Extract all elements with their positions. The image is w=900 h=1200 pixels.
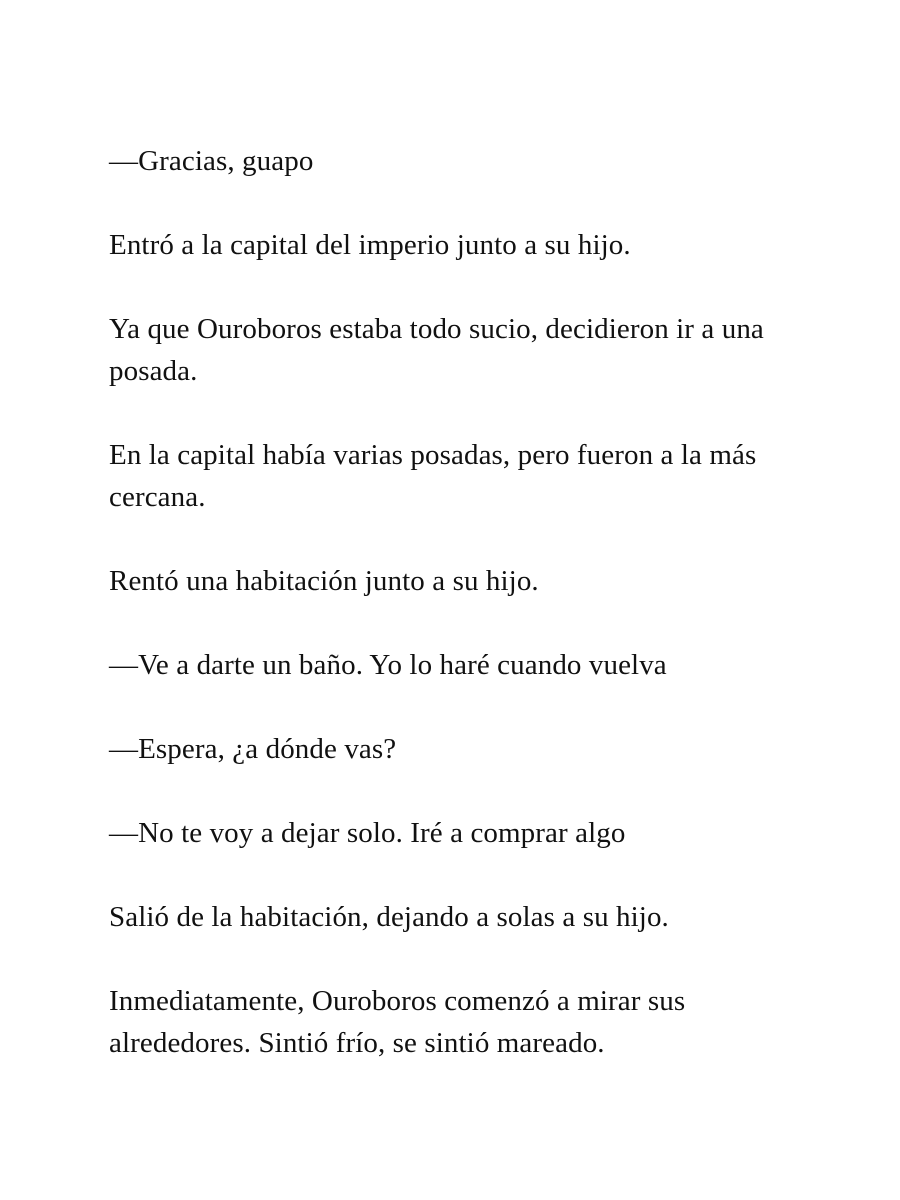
paragraph-2: Entró a la capital del imperio junto a su hijo. xyxy=(109,229,631,261)
paragraph-3: Ya que Ouroboros estaba todo sucio, decidieron ir a una posada. xyxy=(109,313,764,387)
story-text xyxy=(109,140,799,1064)
paragraph-9: Salió de la habitación, dejando a solas a su hijo. xyxy=(109,901,669,933)
paragraph-6: —Ve a darte un baño. Yo lo haré cuando vuelva xyxy=(109,649,667,681)
paragraph-8: —No te voy a dejar solo. Iré a comprar algo xyxy=(109,817,626,849)
paragraph-10: Inmediatamente, Ouroboros comenzó a mirar sus alrededores. Sintió frío, se sintió mareado. xyxy=(109,985,686,1059)
paragraph-4: En la capital había varias posadas, pero fueron a la más cercana. xyxy=(109,439,757,513)
paragraph-5: Rentó una habitación junto a su hijo. xyxy=(109,565,539,597)
paragraph-7: —Espera, ¿a dónde vas? xyxy=(109,733,397,765)
paragraph-1: —Gracias, guapo xyxy=(109,145,314,177)
